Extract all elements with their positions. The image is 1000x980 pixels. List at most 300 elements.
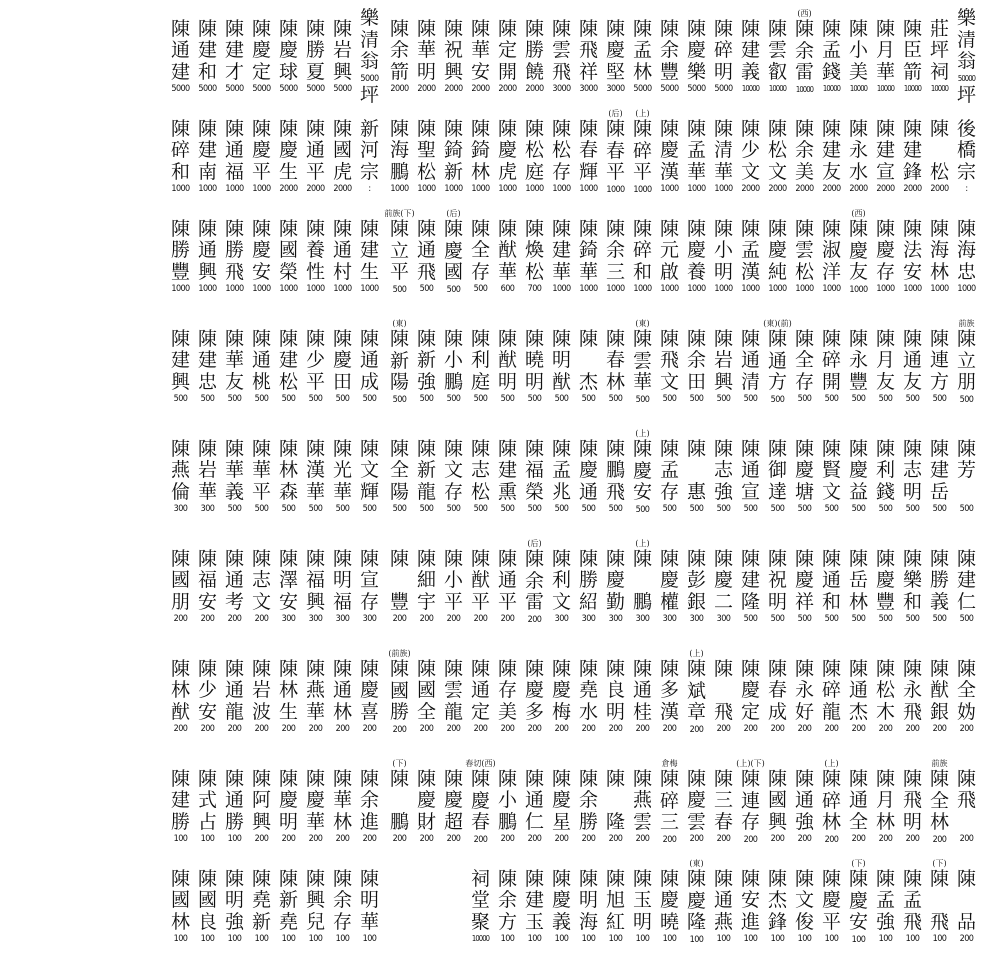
donor-name-char: 陳: [416, 327, 436, 350]
donor-name-char: 陳: [470, 768, 490, 790]
donor-name-char: 陳: [416, 547, 436, 570]
donor-name-char: 存: [659, 480, 679, 503]
donor-name-char: 陳: [551, 17, 571, 40]
donation-amount: 200: [200, 724, 215, 734]
donor-name-char: 碎: [632, 139, 652, 162]
donor-name-char: 飛: [956, 789, 976, 812]
donor-name-char: 海: [956, 239, 976, 261]
donation-amount: 1000: [198, 284, 217, 294]
donation-amount: 200: [554, 834, 569, 844]
donor-entry: [791, 858, 818, 945]
donor-entry: [602, 538, 629, 625]
donor-name-char: 陳: [875, 17, 895, 40]
donor-entry: [413, 8, 440, 95]
donation-amount: 500: [200, 394, 215, 404]
donor-name-char: 堯: [578, 679, 598, 701]
donor-entry: [275, 108, 302, 195]
donor-name-char: 祠: [470, 867, 490, 890]
donor-entry: [221, 858, 248, 945]
donor-name-char: 勤: [605, 590, 625, 613]
donor-entry: [872, 428, 899, 515]
donor-row: [386, 538, 980, 625]
donation-amount: 200: [173, 724, 188, 734]
donor-name-char: 堯: [251, 889, 271, 911]
donation-amount: 1000: [714, 284, 733, 294]
donor-name-char: 勝: [578, 810, 598, 833]
donor-name-char: 錡: [470, 139, 490, 161]
donor-name-char: 陳: [224, 117, 244, 140]
donor-name-char: 陳: [359, 217, 379, 240]
donor-name-char: 杰: [767, 889, 787, 911]
donor-name-char: 錡: [578, 239, 598, 261]
donor-name-char: 安: [251, 260, 271, 283]
donor-name-char: 陳: [659, 17, 679, 40]
left-donor-block: [167, 758, 383, 845]
donor-name-char: 明: [497, 370, 517, 393]
donor-row: [386, 208, 980, 295]
donor-name-char: 永: [794, 679, 814, 701]
donor-name-char: 華: [197, 480, 217, 503]
donor-entry: [440, 648, 467, 735]
donor-name-char: 猷: [497, 239, 517, 261]
donor-name-char: 陳: [848, 117, 868, 140]
donation-amount: 1000: [333, 284, 352, 294]
donor-annotation: (東): [392, 319, 407, 328]
donor-name-char: 陳: [740, 867, 760, 890]
donor-name-char: 陳: [551, 117, 571, 140]
donor-name-char: 陳: [875, 547, 895, 570]
donor-name-char: 國: [197, 889, 217, 911]
donation-amount: 1000: [822, 284, 841, 294]
donor-entry: [926, 208, 953, 295]
donor-entry: [167, 8, 194, 95]
donor-name-char: 友: [875, 370, 895, 393]
donor-name-char: 孟: [551, 459, 571, 481]
donor-name-char: 強: [224, 910, 244, 933]
donor-entry: [386, 208, 413, 295]
donation-amount: 100: [200, 834, 215, 844]
donor-name-char: 陳: [794, 657, 814, 680]
donation-amount: 500: [743, 504, 758, 514]
donor-name-char: 陳: [713, 327, 733, 350]
donor-entry: [329, 538, 356, 625]
donor-entry: [710, 428, 737, 515]
donor-name-char: 庭: [524, 160, 544, 183]
donor-name-char: 田: [686, 370, 706, 393]
donor-name-char: 海: [578, 910, 598, 933]
donor-entry: [467, 858, 494, 945]
donor-name-char: 小: [497, 789, 517, 811]
donation-amount: 500: [905, 614, 920, 624]
donor-name-char: 文: [821, 480, 841, 503]
donor-name-char: 海: [929, 239, 949, 261]
donor-name-char: 陳: [470, 117, 490, 140]
donation-amount: 100: [200, 934, 215, 944]
donor-name-char: 陳: [875, 327, 895, 350]
donor-name-char: 陳: [794, 547, 814, 570]
donation-amount: 3000: [606, 84, 625, 94]
donation-amount: 200: [959, 834, 974, 844]
donation-amount: 200: [446, 724, 461, 734]
donation-amount: 5000: [306, 84, 325, 94]
donor-name-char: 定: [740, 700, 760, 723]
donor-name-char: 陳: [551, 547, 571, 570]
donation-amount: 200: [689, 724, 704, 735]
donor-name-char: 華: [359, 910, 379, 933]
donor-name-char: 慶: [551, 889, 571, 911]
donor-name-char: 文: [359, 459, 379, 481]
donation-amount: 1000: [903, 284, 922, 294]
donor-entry: [521, 208, 548, 295]
donor-name-char: 華: [470, 39, 490, 61]
donor-name-char: 碎: [821, 789, 841, 812]
donor-name-char: 陳: [197, 117, 217, 140]
donation-amount: 500: [527, 504, 542, 514]
donor-entry: [629, 108, 656, 195]
donor-name-char: 慶: [443, 789, 463, 811]
donor-name-char: 慶: [578, 459, 598, 481]
donor-name-char: 連: [740, 789, 760, 812]
donor-name-char: 陳: [821, 327, 841, 350]
donation-amount: 200: [392, 834, 407, 844]
donor-name-char: 陳: [389, 17, 409, 40]
donor-row: [167, 7, 383, 106]
donor-name-char: 良: [605, 679, 625, 701]
donor-name-char: 通: [632, 679, 652, 701]
donor-name-char: 全: [470, 239, 490, 261]
donation-amount: 5000: [633, 84, 652, 94]
donor-entry: [602, 108, 629, 195]
donor-name-char: 陳: [848, 17, 868, 40]
donor-name-char: 義: [740, 60, 760, 83]
donor-name-char: 陳: [659, 437, 679, 460]
donor-name-char: 開: [497, 60, 517, 83]
donor-entry: [710, 858, 737, 945]
donor-name-char: 安: [197, 700, 217, 723]
donor-name-char: 熏: [497, 480, 517, 503]
donor-name-char: 慶: [551, 789, 571, 811]
donor-entry: [710, 538, 737, 625]
donor-name-char: 陳: [389, 117, 409, 140]
donor-name-char: 成: [359, 370, 379, 393]
donation-amount: 2000: [768, 184, 787, 194]
donor-annotation: (上): [635, 539, 650, 548]
donor-name-char: 陳: [524, 117, 544, 140]
donor-name-char: 慶: [848, 239, 868, 262]
donation-amount: 100: [716, 934, 731, 944]
donor-name-char: 勝: [389, 701, 409, 723]
donor-name-char: 林: [605, 370, 625, 393]
donor-entry: [872, 858, 899, 945]
donor-name-char: 慶: [848, 889, 868, 912]
donor-name-char: [710, 680, 737, 701]
donor-annotation: 前族: [931, 759, 948, 768]
donor-entry: [872, 108, 899, 195]
donor-name-char: 友: [821, 160, 841, 183]
donor-name-char: 曉: [524, 349, 544, 371]
donor-entry: [494, 318, 521, 405]
donor-entry: [791, 538, 818, 625]
donor-name-char: 陳: [632, 657, 652, 680]
donor-name-char: 慶: [605, 39, 625, 61]
donor-entry: [575, 8, 602, 95]
donor-name-char: 和: [632, 260, 652, 283]
donor-name-char: 球: [278, 60, 298, 83]
donor-entry: [953, 428, 980, 515]
donor-name-char: 陳: [524, 657, 544, 680]
donor-name-char: 立: [389, 239, 409, 262]
donor-name-char: 興: [170, 370, 190, 393]
donor-entry: [953, 108, 980, 195]
donor-entry: [167, 858, 194, 945]
donor-name-char: 陳: [740, 547, 760, 570]
donation-amount: 300: [335, 614, 350, 624]
donor-name-char: 豐: [389, 590, 409, 613]
donor-row: [386, 428, 980, 515]
donor-name-char: 志: [713, 459, 733, 481]
donor-name-char: 鵬: [497, 810, 517, 833]
donor-entry: [629, 648, 656, 735]
donor-name-char: 慶: [686, 39, 706, 61]
donor-name-char: 陳: [197, 867, 217, 890]
left-donor-block: [167, 538, 383, 625]
donor-name-char: 陳: [443, 17, 463, 40]
donation-amount: 200: [527, 834, 542, 844]
donor-name-char: 多: [524, 700, 544, 723]
donor-name-char: 陳: [551, 217, 571, 240]
donor-name-char: 仁: [956, 590, 976, 613]
donation-amount: 2000: [849, 184, 868, 194]
donor-name-char: 興: [305, 889, 325, 911]
donor-name-char: 陳: [416, 117, 436, 140]
donation-amount: 500: [554, 394, 569, 404]
donor-name-char: 通: [416, 239, 436, 261]
donor-name-char: 生: [278, 160, 298, 183]
donor-name-char: 陳: [848, 218, 868, 240]
donation-amount: 1000: [633, 284, 652, 294]
donor-name-char: 林: [848, 590, 868, 613]
donor-name-char: 堂: [470, 889, 490, 911]
donor-name-char: 銀: [929, 700, 949, 723]
donor-name-char: 陳: [740, 327, 760, 350]
donor-name-char: 興: [443, 60, 463, 83]
donor-name-char: 明: [359, 889, 379, 911]
donation-amount: 200: [419, 614, 434, 624]
donor-name-char: 通: [224, 789, 244, 811]
donor-name-char: 全: [794, 349, 814, 371]
donor-name-char: 忠: [956, 260, 976, 283]
donor-name-char: 陳: [332, 117, 352, 140]
donor-name-char: 陳: [605, 867, 625, 890]
donation-amount: 1000: [930, 284, 949, 294]
donation-amount: 500: [905, 504, 920, 514]
donor-entry: [194, 8, 221, 95]
donor-entry: [248, 8, 275, 95]
right-donor-block: [386, 648, 980, 735]
donation-amount: 100: [851, 934, 866, 945]
donor-name-char: 陳: [875, 117, 895, 140]
donor-entry: [764, 648, 791, 735]
donation-amount: 500: [851, 614, 866, 624]
donor-name-char: 鵬: [389, 160, 409, 183]
donation-amount: 200: [254, 724, 269, 734]
donor-name-char: 松: [470, 480, 490, 503]
donor-name-char: 建: [497, 459, 517, 481]
donor-name-char: 陳: [740, 217, 760, 240]
donor-name-char: 華: [224, 349, 244, 371]
donation-amount: 200: [743, 724, 758, 734]
donor-name-char: 南: [197, 160, 217, 183]
donor-name-char: 小: [443, 349, 463, 371]
donation-amount: 500: [227, 504, 242, 514]
donor-name-char: 飛: [902, 700, 922, 723]
donation-amount: 500: [473, 284, 488, 294]
donor-name-char: 興: [713, 370, 733, 393]
donor-name-char: 陳: [170, 17, 190, 40]
donor-entry: [656, 758, 683, 845]
donor-name-char: 陳: [713, 547, 733, 570]
donor-name-char: 進: [740, 910, 760, 933]
donor-entry: [548, 108, 575, 195]
left-donor-block: [167, 318, 383, 405]
donor-name-char: 陳: [470, 437, 490, 460]
donor-name-char: 紅: [605, 910, 625, 933]
donor-name-char: 松: [416, 160, 436, 183]
donor-entry: [575, 538, 602, 625]
donor-name-char: 洋: [821, 260, 841, 283]
donation-amount: 200: [959, 934, 974, 944]
donation-amount: 500: [770, 504, 785, 514]
donor-name-char: 性: [305, 260, 325, 283]
donor-entry: [302, 428, 329, 515]
donor-name-char: 雷: [794, 61, 814, 83]
donor-name-char: 元: [659, 239, 679, 261]
donation-amount: 200: [362, 724, 377, 734]
donation-amount: 2000: [333, 184, 352, 194]
donation-amount: 200: [743, 834, 758, 845]
donor-entry: [329, 108, 356, 195]
donor-name-char: 慶: [875, 569, 895, 591]
donor-name-char: 陳: [578, 547, 598, 570]
donor-name-char: [386, 791, 413, 812]
donation-amount: 100: [581, 934, 596, 944]
donor-name-char: 陳: [443, 327, 463, 350]
donation-amount: 200: [527, 614, 542, 625]
donor-row: [167, 648, 383, 735]
donor-entry: [440, 8, 467, 95]
donor-name-char: 陳: [359, 657, 379, 680]
donation-amount: 1000: [768, 284, 787, 294]
donor-name-char: 陳: [170, 547, 190, 570]
donor-name-char: 宗: [359, 160, 379, 183]
donor-name-char: 雲: [794, 239, 814, 261]
donor-entry: [167, 108, 194, 195]
donor-name-char: 陳: [305, 767, 325, 790]
donor-name-char: 余: [332, 889, 352, 911]
donor-name-char: 陳: [332, 547, 352, 570]
donor-name-char: 陳: [251, 17, 271, 40]
donor-name-char: 明: [632, 910, 652, 933]
donor-name-char: 陳: [470, 217, 490, 240]
donor-name-char: 平: [632, 161, 652, 183]
donation-amount: 500: [281, 394, 296, 404]
donor-name-char: 陳: [821, 117, 841, 140]
donor-entry: [467, 8, 494, 95]
donor-name-char: 陳: [470, 657, 490, 680]
donation-amount: 500: [608, 504, 623, 514]
donor-name-char: 陳: [197, 657, 217, 680]
donation-amount: 500: [254, 504, 269, 514]
donation-amount: 200: [446, 614, 461, 624]
donor-name-char: 華: [632, 371, 652, 393]
donor-name-char: 陳: [251, 657, 271, 680]
donor-name-char: 興: [767, 810, 787, 833]
donor-name-char: 通: [794, 789, 814, 811]
donor-name-char: 陳: [497, 657, 517, 680]
donor-entry: [926, 758, 953, 845]
donor-entry: [440, 108, 467, 195]
donor-entry: [629, 8, 656, 95]
donation-amount: 200: [635, 724, 650, 734]
donor-name-char: 陳: [794, 867, 814, 890]
donor-entry: [356, 428, 383, 515]
donor-name-char: 文: [251, 590, 271, 613]
donation-amount: 200: [932, 724, 947, 734]
donation-amount: 1000: [390, 184, 409, 194]
donor-entry: [356, 538, 383, 625]
donor-entry: [467, 758, 494, 845]
donor-name-char: 陳: [632, 438, 652, 460]
donation-amount: 200: [851, 724, 866, 734]
donation-amount: 200: [446, 834, 461, 844]
donation-amount: 700: [527, 284, 542, 294]
donor-name-char: 陳: [497, 217, 517, 240]
donor-name-char: 陳: [605, 657, 625, 680]
donor-name-char: 陳: [305, 217, 325, 240]
donation-amount: 2000: [390, 84, 409, 94]
donor-name-char: 聚: [470, 910, 490, 933]
donor-name-char: 興: [197, 260, 217, 283]
donor-entry: [194, 648, 221, 735]
donor-name-char: [602, 790, 629, 811]
donor-entry: [275, 428, 302, 515]
donor-name-char: 陳: [524, 17, 544, 40]
donation-amount: 2000: [795, 184, 814, 194]
donor-entry: [845, 8, 872, 95]
donor-entry: [872, 538, 899, 625]
donor-name-char: 雲: [632, 810, 652, 833]
donor-name-char: 通: [170, 39, 190, 61]
donor-name-char: 陳: [875, 437, 895, 460]
donation-amount: 500: [392, 504, 407, 514]
donor-name-char: 明: [551, 349, 571, 371]
donation-amount: 500: [959, 614, 974, 624]
donor-name-char: 平: [470, 590, 490, 613]
donation-amount: 200: [797, 834, 812, 844]
donation-amount: 200: [173, 614, 188, 624]
donor-name-char: 陳: [278, 867, 298, 890]
donor-name-char: 森: [278, 480, 298, 503]
donor-entry: [629, 858, 656, 945]
donation-amount: 200: [878, 834, 893, 844]
donor-name-char: 陳: [929, 547, 949, 570]
donor-entry: [926, 538, 953, 625]
donor-name-extra: 坪: [359, 83, 379, 106]
donor-name-char: 陳: [305, 117, 325, 140]
donor-name-char: 陽: [389, 480, 409, 503]
donation-amount: 200: [851, 834, 866, 844]
donor-entry: [548, 648, 575, 735]
